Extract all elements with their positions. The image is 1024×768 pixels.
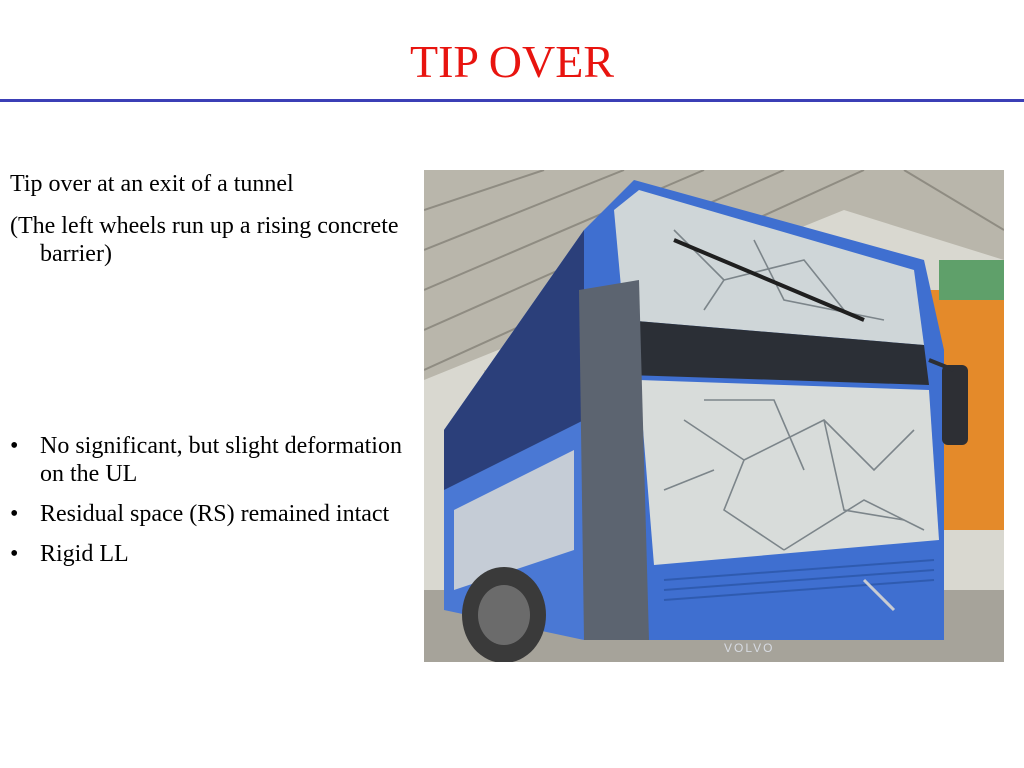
damaged-bus-photo: [424, 170, 1004, 662]
bullet-item: [10, 432, 410, 488]
lower-windshield: [639, 380, 939, 565]
side-mirror: [942, 365, 968, 445]
bullet-text: No significant, but slight deformation on the UL: [40, 433, 402, 487]
volvo-badge: VOLVO: [724, 641, 775, 655]
intro-paragraph: Tip over at an exit of a tunnel: [10, 171, 294, 197]
intro-paragraph: (The left wheels run up a rising concrete barrier): [10, 213, 399, 267]
background-truck-cab: [939, 260, 1004, 300]
bullet-symbol: •: [10, 501, 19, 527]
bullet-symbol: •: [10, 541, 19, 567]
intro-text: [10, 170, 410, 282]
title-divider: [0, 99, 1024, 102]
bullet-list: [10, 432, 410, 580]
bullet-item: [10, 500, 410, 528]
bullet-text: Residual space (RS) remained intact: [40, 501, 390, 527]
wheel-hub: [478, 585, 530, 645]
bullet-text: Rigid LL: [40, 541, 129, 567]
bullet-symbol: •: [10, 433, 19, 459]
bullet-item: [10, 540, 410, 568]
bus-photo-illustration: [424, 170, 1004, 662]
bus-door: [579, 280, 649, 640]
slide-title: TIP OVER: [409, 36, 614, 87]
